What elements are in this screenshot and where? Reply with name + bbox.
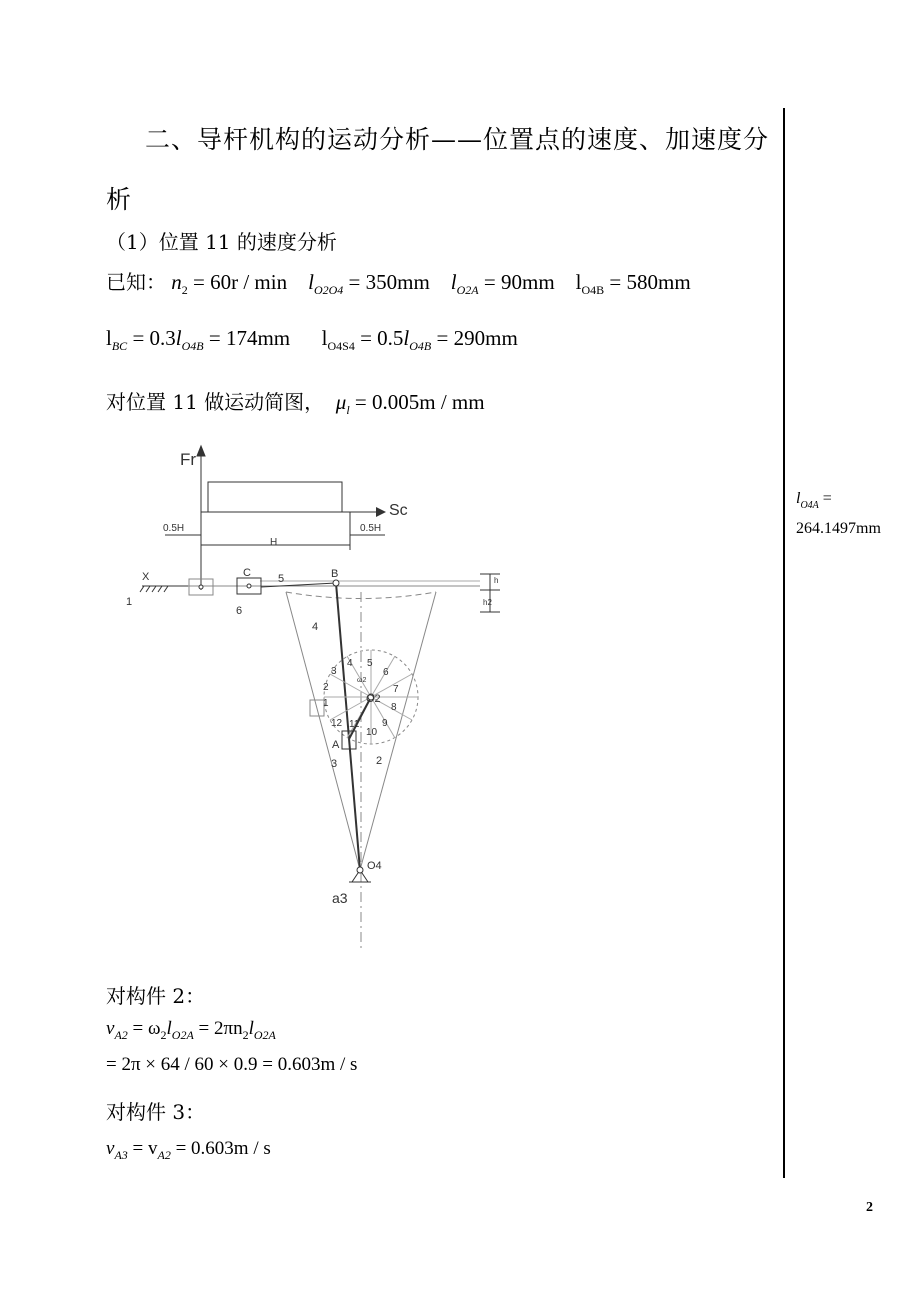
pos-label-8: 8 <box>391 702 397 713</box>
label-a: A <box>332 739 340 751</box>
member3-heading: 对构件 3： <box>106 1100 206 1124</box>
pos-label-9: 9 <box>382 718 388 729</box>
pos-label-10: 10 <box>366 727 378 738</box>
label-fr: Fr <box>180 450 197 469</box>
label-h2: h2 <box>483 598 492 607</box>
pos-label-11: 11 <box>349 719 360 730</box>
lo2o4-equation: $l_{O2O4} = 350mm$ <box>308 270 430 297</box>
known-values-line <box>106 266 691 298</box>
sketch-statement: 对位置 11 做运动简图， $\mu_l = 0.005m$ / mm <box>106 390 485 417</box>
label-1: 1 <box>126 596 133 608</box>
label-o2: O2 <box>366 693 381 705</box>
fr-arrow <box>197 446 205 456</box>
joint-o4 <box>357 867 363 873</box>
pos-label-7: 7 <box>393 684 399 695</box>
lo4s4-equation: $l_{O4S4} = 0.5l_{O4B} = 290mm$ <box>321 326 518 353</box>
pos-label-2: 2 <box>323 682 329 693</box>
pos-label-5: 5 <box>367 658 373 669</box>
known-label: 已知： <box>106 272 166 294</box>
label-6: 6 <box>236 605 243 617</box>
label-4: 4 <box>312 621 319 633</box>
force-box <box>208 482 342 512</box>
pos-label-4: 4 <box>347 658 353 669</box>
member2-heading: 对构件 2： <box>106 984 206 1008</box>
pos-label-3: 3 <box>331 666 337 677</box>
label-2: 2 <box>376 755 383 767</box>
subsection-heading: （1）位置 11 的速度分析 <box>106 230 337 254</box>
link-lengths-line <box>106 326 518 354</box>
joint-b <box>333 580 339 586</box>
sc-arrow <box>376 507 386 517</box>
label-half-h-right: 0.5H <box>360 523 382 534</box>
label-o4: O4 <box>367 860 382 872</box>
va3-equation: $v_{A3} = v_{A2} = 0.603m / s$ <box>106 1138 271 1162</box>
label-half-h-left: 0.5H <box>163 523 185 534</box>
lbc-equation: $l_{BC} = 0.3l_{O4B} = 174mm$ <box>106 326 291 353</box>
label-omega: ω2 <box>357 677 367 684</box>
label-x: X <box>142 571 150 583</box>
margin-rule <box>783 108 785 1178</box>
margin-note-lhs: $l_{O4A}$ = <box>796 490 832 511</box>
label-h: H <box>270 537 278 548</box>
label-sc: Sc <box>389 502 408 519</box>
margin-note-value: 264.1497mm <box>796 520 881 537</box>
label-c: C <box>243 567 251 579</box>
lo2a-equation: $l_{O2A} = 90mm$ <box>450 270 555 297</box>
page-number: 2 <box>866 1200 873 1215</box>
pos-label-6: 6 <box>383 667 389 678</box>
section-title-line1: 二、导杆机构的运动分析——位置点的速度、加速度分 <box>145 125 770 154</box>
section-title-line2: 析 <box>106 185 133 214</box>
va2-equation-line2: = 2π × 64 / 60 × 0.9 = 0.603m / s <box>106 1054 358 1075</box>
label-b: B <box>331 568 339 580</box>
label-5: 5 <box>278 573 285 585</box>
n2-equation: $n_2 = 60r / \min$ <box>171 270 288 297</box>
scale-equation: $\mu_l = 0.005m$ / mm <box>335 390 485 417</box>
mechanism-diagram <box>120 440 520 955</box>
label-3: 3 <box>331 758 338 770</box>
label-h-small: h <box>494 576 499 585</box>
label-a3: a3 <box>332 890 348 906</box>
pos-label-1: 1 <box>323 698 329 709</box>
lo4b-equation: $l_{O4B} = 580mm$ <box>575 270 691 297</box>
va2-equation-line1: $v_{A2} = \omega_2l_{O2A} = 2\pi n_2l_{O2A}$ <box>106 1018 276 1042</box>
pos-label-12: 12 <box>331 718 343 729</box>
